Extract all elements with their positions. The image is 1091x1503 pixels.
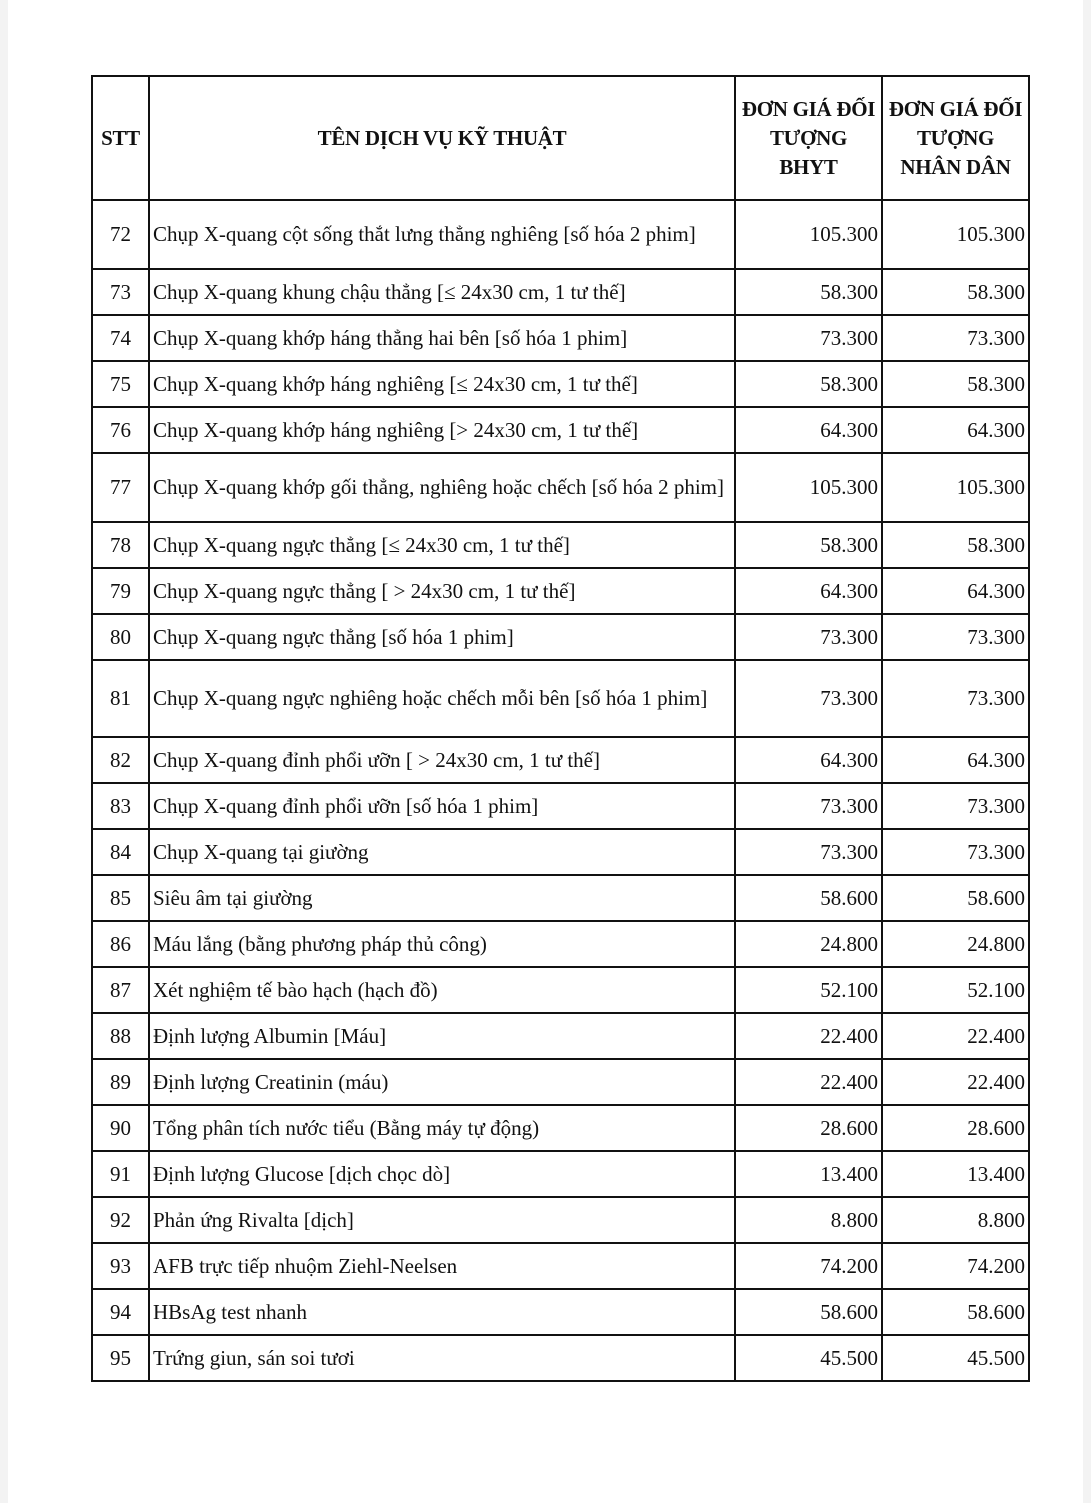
row-stt: 79 — [92, 568, 149, 614]
table-row — [92, 1289, 1029, 1335]
row-stt: 83 — [92, 783, 149, 829]
row-price-nhan-dan: 64.300 — [882, 407, 1029, 453]
row-price-nhan-dan: 105.300 — [882, 453, 1029, 522]
row-price-nhan-dan: 58.300 — [882, 522, 1029, 568]
row-price-nhan-dan: 105.300 — [882, 200, 1029, 269]
table-row — [92, 1335, 1029, 1381]
table-row — [92, 829, 1029, 875]
row-price-nhan-dan: 73.300 — [882, 829, 1029, 875]
row-stt: 84 — [92, 829, 149, 875]
row-price-bhyt: 52.100 — [735, 967, 882, 1013]
row-service-name: Chụp X-quang ngực thẳng [≤ 24x30 cm, 1 tư thế] — [149, 522, 735, 568]
table-row — [92, 1059, 1029, 1105]
row-price-nhan-dan: 45.500 — [882, 1335, 1029, 1381]
row-price-nhan-dan: 73.300 — [882, 315, 1029, 361]
row-stt: 93 — [92, 1243, 149, 1289]
page-edge-left — [0, 0, 8, 1503]
header-stt: STT — [92, 76, 149, 200]
row-stt: 87 — [92, 967, 149, 1013]
row-service-name: Chụp X-quang đỉnh phổi ưỡn [số hóa 1 phim] — [149, 783, 735, 829]
row-price-bhyt: 64.300 — [735, 568, 882, 614]
row-service-name: Chụp X-quang khớp háng nghiêng [≤ 24x30 cm, 1 tư thế] — [149, 361, 735, 407]
table-row — [92, 614, 1029, 660]
table-row — [92, 1243, 1029, 1289]
row-stt: 80 — [92, 614, 149, 660]
table-row — [92, 967, 1029, 1013]
row-stt: 76 — [92, 407, 149, 453]
row-service-name: Máu lắng (bằng phương pháp thủ công) — [149, 921, 735, 967]
row-price-bhyt: 8.800 — [735, 1197, 882, 1243]
header-service-name: TÊN DỊCH VỤ KỸ THUẬT — [149, 76, 735, 200]
table-row — [92, 660, 1029, 737]
row-service-name: Phản ứng Rivalta [dịch] — [149, 1197, 735, 1243]
row-service-name: Siêu âm tại giường — [149, 875, 735, 921]
row-price-bhyt: 58.300 — [735, 361, 882, 407]
row-price-bhyt: 105.300 — [735, 200, 882, 269]
row-price-bhyt: 105.300 — [735, 453, 882, 522]
table-row — [92, 453, 1029, 522]
header-price-nhan-dan: ĐƠN GIÁ ĐỐI TƯỢNG NHÂN DÂN — [882, 76, 1029, 200]
row-price-bhyt: 73.300 — [735, 660, 882, 737]
row-price-bhyt: 28.600 — [735, 1105, 882, 1151]
row-service-name: Chụp X-quang ngực nghiêng hoặc chếch mỗi bên [số hóa 1 phim] — [149, 660, 735, 737]
row-price-nhan-dan: 58.300 — [882, 269, 1029, 315]
table-row — [92, 200, 1029, 269]
row-price-bhyt: 13.400 — [735, 1151, 882, 1197]
table-row — [92, 737, 1029, 783]
row-price-nhan-dan: 22.400 — [882, 1013, 1029, 1059]
row-price-bhyt: 22.400 — [735, 1059, 882, 1105]
row-price-bhyt: 22.400 — [735, 1013, 882, 1059]
row-price-bhyt: 73.300 — [735, 614, 882, 660]
row-price-bhyt: 74.200 — [735, 1243, 882, 1289]
table-row — [92, 783, 1029, 829]
row-price-nhan-dan: 64.300 — [882, 737, 1029, 783]
row-price-nhan-dan: 13.400 — [882, 1151, 1029, 1197]
row-price-nhan-dan: 58.300 — [882, 361, 1029, 407]
row-price-nhan-dan: 73.300 — [882, 614, 1029, 660]
row-stt: 73 — [92, 269, 149, 315]
row-price-bhyt: 58.600 — [735, 875, 882, 921]
row-stt: 75 — [92, 361, 149, 407]
row-service-name: Chụp X-quang ngực thẳng [số hóa 1 phim] — [149, 614, 735, 660]
row-stt: 82 — [92, 737, 149, 783]
table-row — [92, 875, 1029, 921]
row-service-name: Xét nghiệm tế bào hạch (hạch đồ) — [149, 967, 735, 1013]
row-stt: 91 — [92, 1151, 149, 1197]
row-price-bhyt: 58.300 — [735, 269, 882, 315]
table-row — [92, 407, 1029, 453]
row-stt: 77 — [92, 453, 149, 522]
row-service-name: Chụp X-quang đỉnh phổi ưỡn [ > 24x30 cm, 1 tư thế] — [149, 737, 735, 783]
row-service-name: Chụp X-quang tại giường — [149, 829, 735, 875]
table-row — [92, 921, 1029, 967]
table-row — [92, 361, 1029, 407]
header-price-bhyt: ĐƠN GIÁ ĐỐI TƯỢNG BHYT — [735, 76, 882, 200]
row-stt: 86 — [92, 921, 149, 967]
row-service-name: Chụp X-quang cột sống thắt lưng thẳng nghiêng [số hóa 2 phim] — [149, 200, 735, 269]
row-stt: 72 — [92, 200, 149, 269]
table-body — [92, 200, 1029, 1381]
row-service-name: Trứng giun, sán soi tươi — [149, 1335, 735, 1381]
row-price-nhan-dan: 64.300 — [882, 568, 1029, 614]
row-price-bhyt: 73.300 — [735, 829, 882, 875]
row-price-nhan-dan: 24.800 — [882, 921, 1029, 967]
row-price-nhan-dan: 22.400 — [882, 1059, 1029, 1105]
row-stt: 89 — [92, 1059, 149, 1105]
row-price-bhyt: 64.300 — [735, 737, 882, 783]
row-price-bhyt: 58.600 — [735, 1289, 882, 1335]
row-service-name: Định lượng Glucose [dịch chọc dò] — [149, 1151, 735, 1197]
row-stt: 94 — [92, 1289, 149, 1335]
row-service-name: Chụp X-quang khung chậu thẳng [≤ 24x30 cm, 1 tư thế] — [149, 269, 735, 315]
row-stt: 88 — [92, 1013, 149, 1059]
row-price-bhyt: 45.500 — [735, 1335, 882, 1381]
row-service-name: Tổng phân tích nước tiểu (Bằng máy tự động) — [149, 1105, 735, 1151]
row-price-nhan-dan: 52.100 — [882, 967, 1029, 1013]
row-stt: 78 — [92, 522, 149, 568]
row-price-bhyt: 24.800 — [735, 921, 882, 967]
row-stt: 74 — [92, 315, 149, 361]
table-header-row — [92, 76, 1029, 200]
row-price-bhyt: 73.300 — [735, 783, 882, 829]
row-service-name: Chụp X-quang khớp háng nghiêng [> 24x30 cm, 1 tư thế] — [149, 407, 735, 453]
row-price-nhan-dan: 8.800 — [882, 1197, 1029, 1243]
table-row — [92, 1013, 1029, 1059]
row-service-name: Chụp X-quang ngực thẳng [ > 24x30 cm, 1 tư thế] — [149, 568, 735, 614]
row-service-name: Định lượng Albumin [Máu] — [149, 1013, 735, 1059]
page-edge-right — [1083, 0, 1091, 1503]
table-row — [92, 1105, 1029, 1151]
row-price-nhan-dan: 58.600 — [882, 1289, 1029, 1335]
row-price-bhyt: 58.300 — [735, 522, 882, 568]
row-stt: 81 — [92, 660, 149, 737]
row-price-nhan-dan: 73.300 — [882, 660, 1029, 737]
row-stt: 95 — [92, 1335, 149, 1381]
row-price-bhyt: 64.300 — [735, 407, 882, 453]
row-service-name: HBsAg test nhanh — [149, 1289, 735, 1335]
row-price-nhan-dan: 58.600 — [882, 875, 1029, 921]
service-price-table — [91, 75, 1030, 1382]
row-stt: 85 — [92, 875, 149, 921]
row-stt: 92 — [92, 1197, 149, 1243]
table-row — [92, 315, 1029, 361]
table-row — [92, 1197, 1029, 1243]
row-price-bhyt: 73.300 — [735, 315, 882, 361]
row-price-nhan-dan: 73.300 — [882, 783, 1029, 829]
table-row — [92, 1151, 1029, 1197]
row-service-name: Định lượng Creatinin (máu) — [149, 1059, 735, 1105]
row-service-name: Chụp X-quang khớp gối thẳng, nghiêng hoặc chếch [số hóa 2 phim] — [149, 453, 735, 522]
row-service-name: AFB trực tiếp nhuộm Ziehl-Neelsen — [149, 1243, 735, 1289]
row-price-nhan-dan: 28.600 — [882, 1105, 1029, 1151]
table-row — [92, 568, 1029, 614]
row-service-name: Chụp X-quang khớp háng thẳng hai bên [số hóa 1 phim] — [149, 315, 735, 361]
row-stt: 90 — [92, 1105, 149, 1151]
table-row — [92, 269, 1029, 315]
table-row — [92, 522, 1029, 568]
row-price-nhan-dan: 74.200 — [882, 1243, 1029, 1289]
